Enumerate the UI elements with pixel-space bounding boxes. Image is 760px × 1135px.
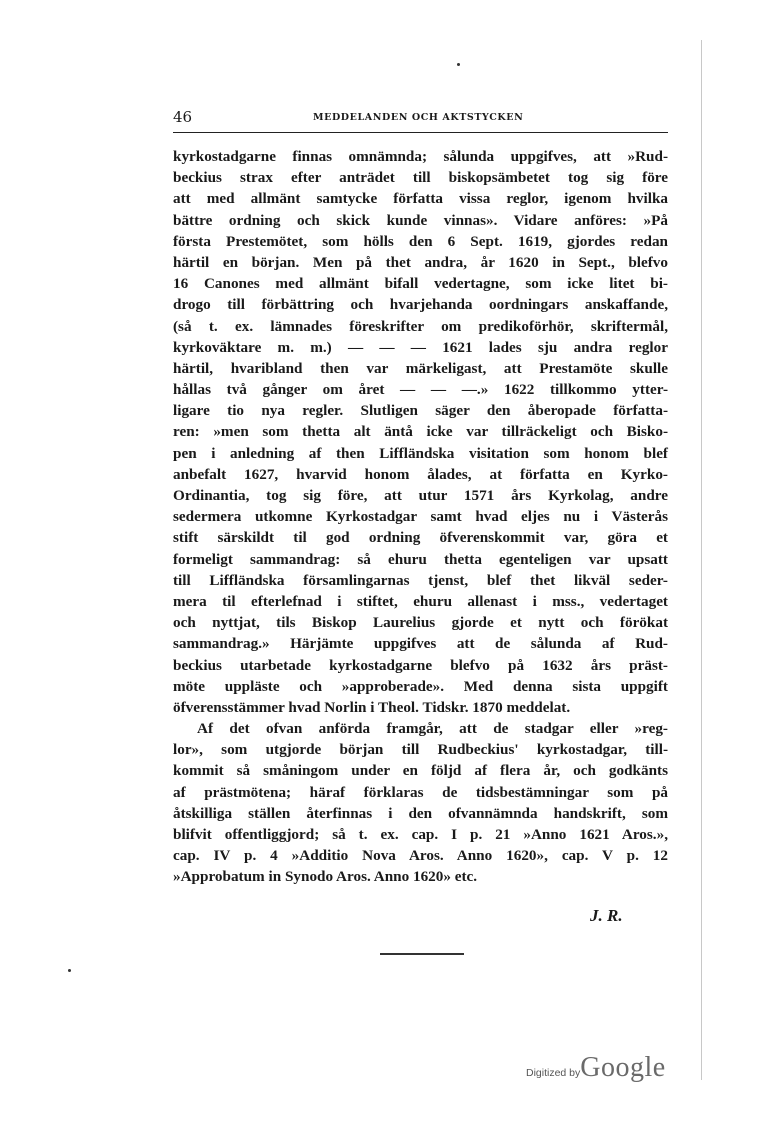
page-header xyxy=(173,108,668,130)
text-line: bättre ordning och skick kunde vinnas». Vidare anföres: »På xyxy=(173,211,668,229)
text-line: och nyttjat, tils Biskop Laurelius gjorde et nytt och förökat xyxy=(173,614,668,632)
text-line: »Approbatum in Synodo Aros. Anno 1620» etc. xyxy=(173,868,478,886)
text-line: första Prestemötet, som hölls den 6 Sept. 1619, gjordes redan xyxy=(173,232,668,250)
text-line: 16 Canones med allmänt bifall vedertagne, som icke litet bi- xyxy=(173,275,668,293)
text-line: (så t. ex. lämnades föreskrifter om predikoförhör, skriftermål, xyxy=(173,317,668,335)
google-logo: Google xyxy=(580,1052,666,1083)
text-line: Ordinantia, tog sig före, att utur 1571 års Kyrkolag, andre xyxy=(173,487,668,504)
text-line: att med allmänt samtycke författa vissa reglor, igenom hvilka xyxy=(173,190,668,208)
digitized-watermark xyxy=(526,1052,666,1084)
running-title: MEDDELANDEN OCH AKTSTYCKEN xyxy=(313,112,524,123)
text-line: anbefalt 1627, hvarvid honom ålades, at författa en Kyrko- xyxy=(173,465,668,483)
text-line: ren: »men som thetta alt äntå icke var tillräckeligt och Bisko- xyxy=(173,423,668,441)
speck-left xyxy=(68,969,71,972)
text-line: härtil en början. Men på thet andra, år 1620 in Sept., blefvo xyxy=(173,253,668,271)
text-line: kyrkoväktare m. m.) — — — 1621 lades sju andra reglor xyxy=(173,338,668,356)
text-line: öfverensstämmer hvad Norlin i Theol. Tidskr. 1870 meddelat. xyxy=(173,698,571,716)
text-line: till Liffländska församlingarnas tjenst, blef thet likväl seder- xyxy=(173,571,668,589)
text-line: härtil, hvaribland then var märkeligast, att Prestamöte skulle xyxy=(173,359,668,377)
watermark-text: Digitized by xyxy=(526,1067,581,1079)
text-line: pen i anledning af then Liffländska visitation som honom blef xyxy=(173,444,668,462)
end-rule xyxy=(380,953,464,955)
text-line: lor», som utgjorde början till Rudbeckius' kyrkostadgar, till- xyxy=(173,741,668,759)
text-line: formeligt sammandrag: så ehuru thetta egenteligen var upsatt xyxy=(173,550,668,568)
text-line: mera til efterlefnad i stiftet, ehuru allenast i mss., vedertaget xyxy=(173,592,668,610)
text-line: kommit så småningom under en följd af flera år, och godkänts xyxy=(173,762,668,780)
text-line: sammandrag.» Härjämte uppgifves att de sålunda af Rud- xyxy=(173,635,668,653)
text-line: möte uppläste och »approberade». Med denna sista uppgift xyxy=(173,677,668,695)
author-signature: J. R. xyxy=(590,906,623,925)
page-edge-line xyxy=(701,40,702,1080)
speck-top xyxy=(457,63,460,66)
text-line: ligare tio nya regler. Slutligen säger den åberopade författa- xyxy=(173,402,668,420)
text-line: sedermera utkomne Kyrkostadgar samt hvad eljes nu i Västerås xyxy=(173,508,668,526)
text-line: kyrkostadgarne finnas omnämnda; sålunda uppgifves, att »Rud- xyxy=(173,148,668,165)
text-line: blifvit offentliggjord; så t. ex. cap. I p. 21 »Anno 1621 Aros.», xyxy=(173,826,668,843)
text-line: beckius utarbetade kyrkostadgarne blefvo på 1632 års präst- xyxy=(173,656,668,674)
page-number: 46 xyxy=(173,108,193,126)
text-line: drogo till förbättring och hvarjehanda oordningars anskaffande, xyxy=(173,296,668,314)
text-line: stift särskildt til god ordning öfverenskommit var, göra et xyxy=(173,529,668,547)
text-line: af prästmötena; häraf förklaras de tidsbestämningar som på xyxy=(173,783,668,801)
body-text xyxy=(173,146,668,888)
text-line: Af det ofvan anförda framgår, att de stadgar eller »reg- xyxy=(197,720,668,738)
text-line: hållas två gånger om året — — —.» 1622 tillkommo ytter- xyxy=(173,381,668,399)
text-line: beckius strax efter anträdet till biskopsämbetet tog sig före xyxy=(173,169,668,187)
header-rule xyxy=(173,132,668,133)
text-line: cap. IV p. 4 »Additio Nova Aros. Anno 1620», cap. V p. 12 xyxy=(173,847,668,865)
text-line: åtskilliga ställen återfinnas i den ofvannämnda handskrift, som xyxy=(173,804,668,822)
